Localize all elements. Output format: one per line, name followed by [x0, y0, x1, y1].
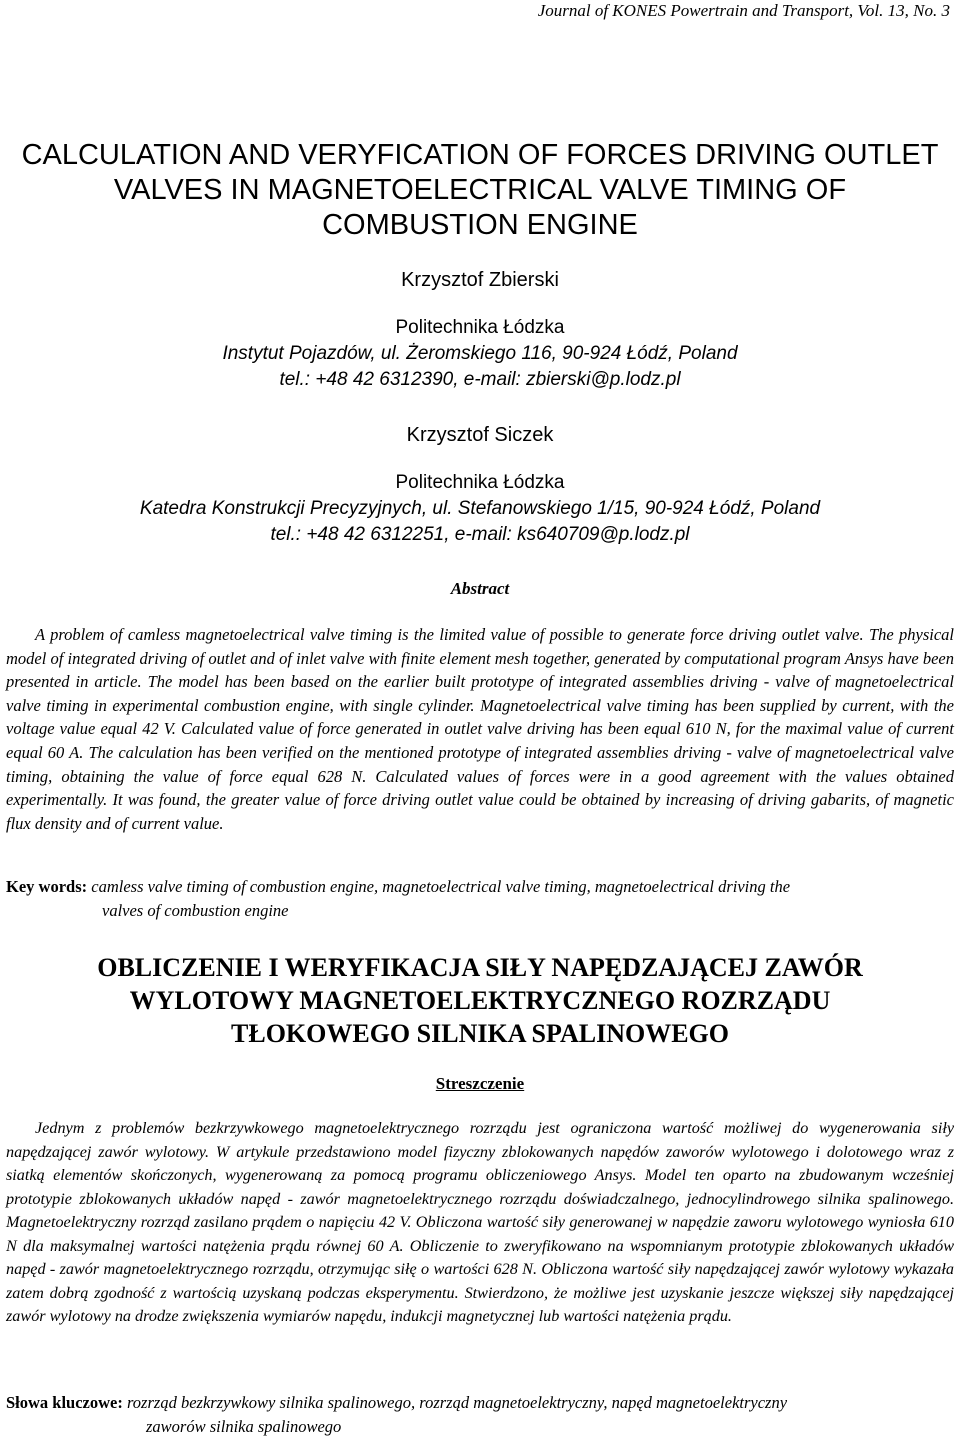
streszczenie-text: Jednym z problemów bezkrzywkowego magnetoelektrycznego rozrządu jest ograniczona wartość możliwej do wygenerowania siły napędzającej zawór wylotowy. W artykule przedstawiono model fizyczny zblokowanych napędów zaworów wylotowego i dolotowego wraz z siatką elementów skończonych, wygenerowaną za pomocą programu obliczeniowego Ansys. Model ten oparto na zbudowanym wcześniej prototypie zblokowanych układów napęd - zawór magnetoelektrycznego rozrządu doświadczalnego, jednocylindrowego silnika spalinowego. Magnetoelektryczny rozrząd zasilano prądem o napięciu 42 V. Obliczona wartość siły generowanej w napędzie zaworu wylotowego wyniosła 610 N dla maksymalnej wartości natężenia prądu równej 60 A. Obliczenie to zweryfikowano na wspomnianym prototypie zblokowanych układów napęd - zawór magnetoelektrycznego rozrządu, otrzymując siłę o wartości 628 N. Obliczona wartość siły napędzającej zawór wylotowy wykazała zatem dobrą zgodność z wartością uzyskaną podczas eksperymentu. Stwierdzono, że możliwe jest uzyskanie jeszcze większej siły napędzającej zawór wylotowy na drodze zwiększenia wymiarów napędu, indukcji magnetycznej lub wartości natężenia prądu. [6, 1119, 954, 1326]
keywords-text: camless valve timing of combustion engine, magnetoelectrical valve timing, magnetoelectrical driving the [87, 877, 791, 896]
author-address: Instytut Pojazdów, ul. Żeromskiego 116, 90-924 Łódź, Poland [222, 343, 738, 364]
paper-title-pl-line: TŁOKOWEGO SILNIKA SPALINOWEGO [231, 1019, 729, 1048]
keywords-pl-text: rozrząd bezkrzywkowy silnika spalinowego, rozrząd magnetoelektryczny, napęd magnetoelektryczny [122, 1393, 788, 1412]
paper-title-line: COMBUSTION ENGINE [322, 209, 638, 241]
author-contact: tel.: +48 42 6312390, e-mail: zbierski@p.lodz.pl [279, 369, 681, 390]
keywords-pl-label: Słowa kluczowe: [6, 1393, 123, 1412]
journal-header: Journal of KONES Powertrain and Transport, Vol. 13, No. 3 [537, 1, 950, 20]
author-address: Katedra Konstrukcji Precyzyjnych, ul. Stefanowskiego 1/15, 90-924 Łódź, Poland [139, 498, 821, 519]
author-block-1 [0, 267, 960, 393]
keywords-text-cont: valves of combustion engine [102, 901, 289, 920]
abstract-heading: Abstract [450, 579, 510, 598]
paper-title-pl-line: WYLOTOWY MAGNETOELEKTRYCZNEGO ROZRZĄDU [129, 986, 831, 1015]
paper-title [0, 138, 960, 243]
keywords-pl [6, 1391, 954, 1439]
author-block-2 [0, 422, 960, 548]
keywords-label: Key words: [6, 877, 88, 896]
keywords-pl-text-cont: zaworów silnika spalinowego [146, 1417, 342, 1436]
author-name: Krzysztof Siczek [406, 424, 554, 446]
paper-title-line: VALVES IN MAGNETOELECTRICAL VALVE TIMING OF [113, 174, 847, 206]
keywords [6, 875, 954, 923]
author-institution: Politechnika Łódzka [395, 472, 565, 493]
streszczenie-heading: Streszczenie [435, 1074, 525, 1093]
author-contact: tel.: +48 42 6312251, e-mail: ks640709@p.lodz.pl [270, 524, 690, 545]
abstract-text: A problem of camless magnetoelectrical valve timing is the limited value of possible to generate force driving outlet valve. The physical model of integrated driving of outlet and of inlet valve with finite element mesh together, generated by computational program Ansys have been presented in article. The model has been based on the earlier built prototype of integrated assemblies driving - valve of magnetoelectrical valve timing in experimental combustion engine, with single cylinder. Magnetoelectrical valve timing has been supplied by current, with the voltage value equal 42 V. Calculated value of force generated in outlet valve driving has been equal 610 N, for the maximal value of current equal 60 A. The calculation has been verified on the mentioned prototype of integrated assemblies driving - valve of magnetoelectrical valve timing, obtaining the value of force equal 628 N. Calculated values of forces were in a good agreement with the values obtained experimentally. It was found, the greater value of force driving outlet value could be obtained by increasing of driving gabarits, of magnetic flux density and of current value. [6, 625, 954, 833]
paper-title-line: CALCULATION AND VERYFICATION OF FORCES DRIVING OUTLET [21, 139, 939, 171]
author-institution: Politechnika Łódzka [395, 317, 565, 338]
author-name: Krzysztof Zbierski [401, 269, 559, 291]
paper-title-pl [0, 951, 960, 1050]
paper-title-pl-line: OBLICZENIE I WERYFIKACJA SIŁY NAPĘDZAJĄCEJ ZAWÓR [97, 953, 863, 982]
